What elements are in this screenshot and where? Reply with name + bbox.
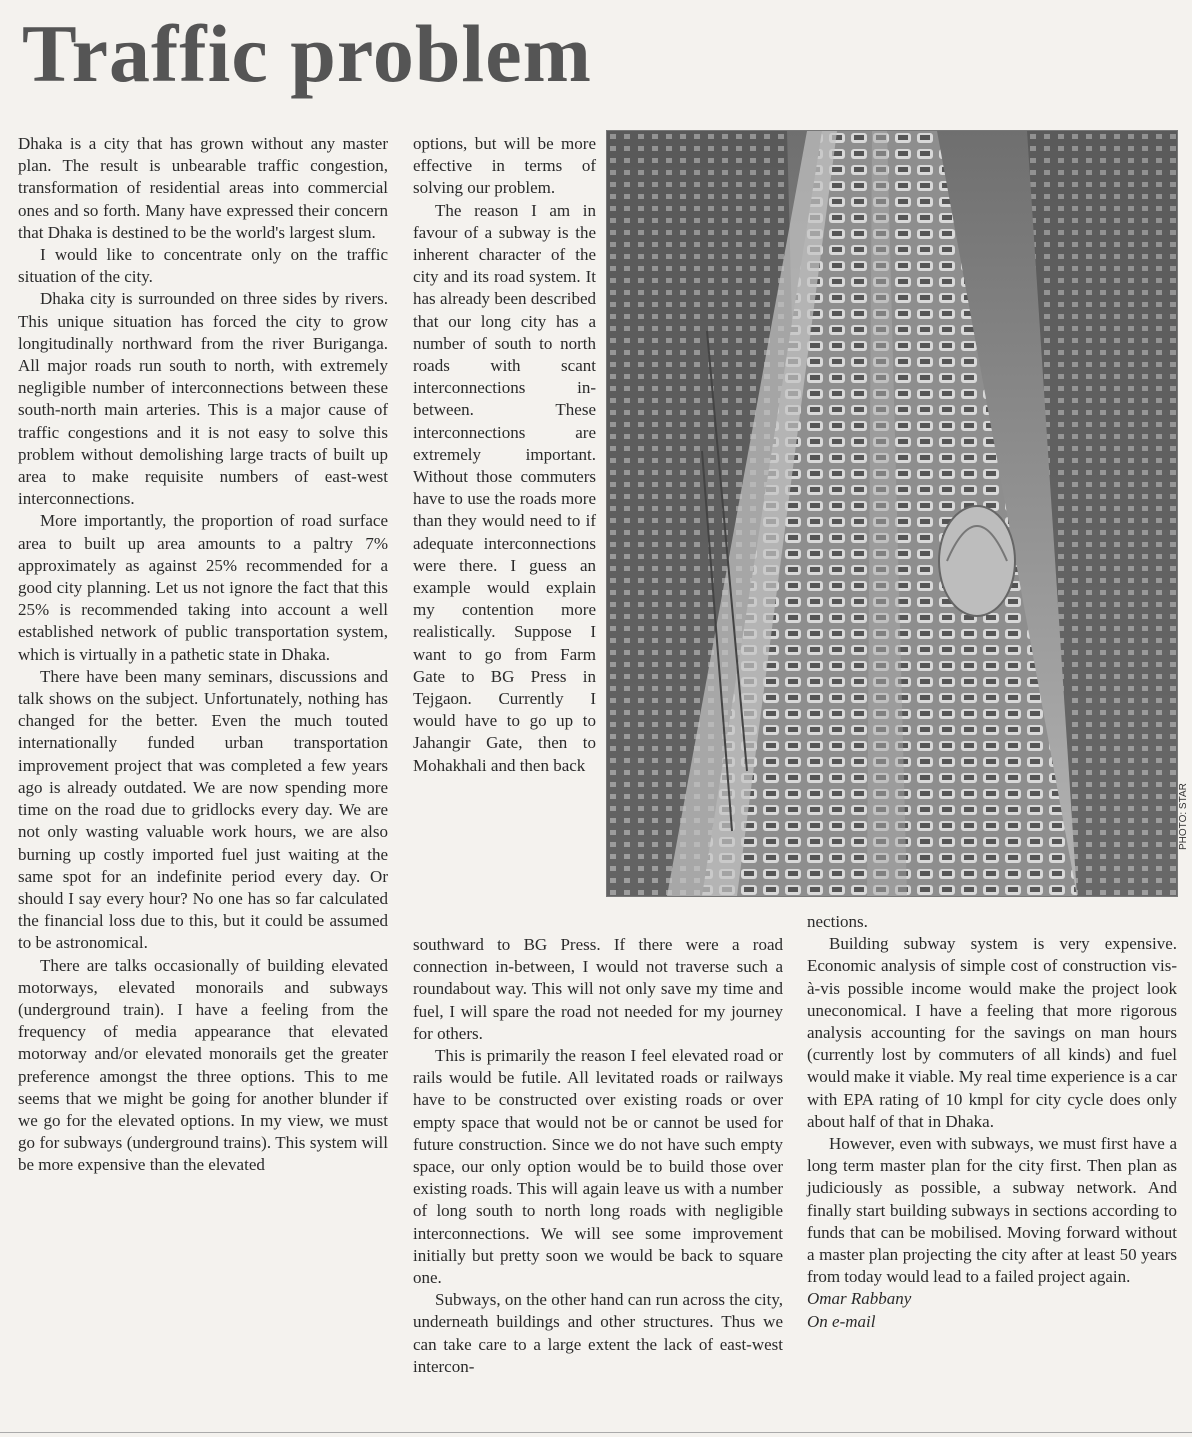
article-column-2 xyxy=(413,133,596,777)
photo-credit: PHOTO: STAR xyxy=(1178,783,1189,850)
author-name: Omar Rabbany xyxy=(807,1289,912,1309)
paragraph: Dhaka is a city that has grown without any master plan. The result is unbearable traffic congestion, transformation of residential areas into commercial ones and so forth. Many have expressed their concern that Dhaka is destined to be the world's largest slum. xyxy=(18,134,388,242)
paragraph: However, even with subways, we must first have a long term master plan for the city first. Then plan as judiciously as possible, a subway network. And finally start building subways in sections according to funds that can be mobilised. Moving forward without a master plan projecting the city after at least 50 years from today would lead to a failed project again. xyxy=(807,1134,1177,1287)
traffic-photo-image xyxy=(607,131,1177,896)
paragraph: nections. xyxy=(807,912,868,931)
paragraph: I would like to concentrate only on the traffic situation of the city. xyxy=(18,245,388,287)
paragraph: This is primarily the reason I feel elevated road or rails would be futile. All levitated roads or railways have to be constructed over existing roads or over empty space that would not be or cannot be used for future construction. Since we do not have such empty space, our only option would be to build those over existing roads. This will again leave us with a number of long south to north long roads with negligible interconnections. We will see some improvement initially but pretty soon we would be back to square one. xyxy=(413,1046,783,1288)
author-source: On e-mail xyxy=(807,1311,876,1331)
paragraph: The reason I am in favour of a subway is the inherent character of the city and its road system. It has already been described that our long city has a number of south to north roads with scant interconnections in-between. These interconnections are extremely important. Without those commuters have to use the roads more than they would need to if adequate interconnections were there. I guess an example would explain my contention more realistically. Suppose I want to go from Farm Gate to BG Press in Tejgaon. Currently I would have to go up to Jahangir Gate, then to Mohakhali and then back xyxy=(413,200,596,775)
headline: Traffic problem xyxy=(22,8,592,99)
article-column-1 xyxy=(18,133,388,1177)
paragraph: options, but will be more effective in terms of solving our problem. xyxy=(413,134,596,198)
paragraph: Dhaka city is surrounded on three sides by rivers. This unique situation has forced the city to grow longitudinally northward from the river Buriganga. All major roads run south to north, with extremely negligible number of interconnections between these south-north main arteries. This is a major cause of traffic congestions and it is not easy to solve this problem without demolishing large tracts of built up area to make requisite numbers of east-west interconnections. xyxy=(18,289,388,509)
article-column-2-continued xyxy=(413,934,783,1378)
paragraph: Building subway system is very expensive. Economic analysis of simple cost of construction vis-à-vis possible income would make the project look uneconomical. I have a feeling that more rigorous analysis accounting for the savings on man hours (currently lost by commuters of all kinds) and fuel would make it viable. My real time experience is a car with EPA rating of 10 kmpl for city cycle does only about half of that in Dhaka. xyxy=(807,934,1177,1131)
paragraph: southward to BG Press. If there were a road connection in-between, I would not traverse such a roundabout way. This will not only save my time and fuel, I will spare the road not needed for my journey for others. xyxy=(413,935,783,1043)
article-column-3 xyxy=(807,911,1177,1333)
paragraph: Subways, on the other hand can run across the city, underneath buildings and other structures. Thus we can take care to a large extent the lack of east-west intercon- xyxy=(413,1290,783,1376)
traffic-photo xyxy=(606,130,1178,897)
paragraph: More importantly, the proportion of road surface area to built up area amounts to a paltry 7% approximately as against 25% recommended for a good city planning. Let us not ignore the fact that this 25% is recommended taking into account a well established network of public transportation system, which is virtually in a pathetic state in Dhaka. xyxy=(18,511,388,664)
bottom-rule xyxy=(0,1432,1192,1433)
paragraph: There are talks occasionally of building elevated motorways, elevated monorails and subways (underground train). I have a feeling from the frequency of media appearance that elevated motorway and/or elevated monorails get the greater preference amongst the three options. This to me seems that we might be going for another blunder if we go for the elevated options. In my view, we must go for subways (underground trains). This system will be more expensive than the elevated xyxy=(18,955,388,1175)
paragraph: There have been many seminars, discussions and talk shows on the subject. Unfortunately, nothing has changed for the better. Even the much touted internationally funded urban transportation improvement project that was completed a few years ago is already outdated. We are now spending more time on the road due to gridlocks every day. We are not only wasting valuable work hours, we are also burning up costly imported fuel just waiting at the same spot for an indefinite period every day. Or should I say every hour? No one has so far calculated the financial loss due to this, but it could be assumed to be astronomical. xyxy=(18,666,388,953)
